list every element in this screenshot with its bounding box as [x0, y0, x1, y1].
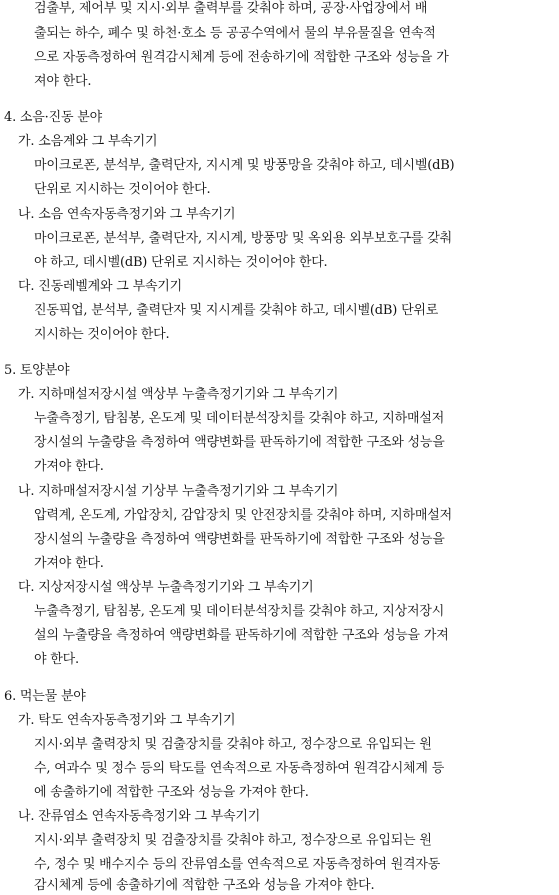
paragraph-line: 에 송출하기에 적합한 구조와 성능을 가져야 한다. [34, 785, 309, 800]
paragraph-line: 출되는 하수, 폐수 및 하천·호소 등 공공수역에서 물의 부유물질을 연속적 [34, 26, 436, 41]
subsection-heading: 가. 지하매설저장시설 액상부 누출측정기기와 그 부속기기 [18, 387, 339, 402]
paragraph-line: 검출부, 제어부 및 지시·외부 출력부를 갖춰야 하며, 공장·사업장에서 배 [34, 1, 428, 16]
paragraph-line: 져야 한다. [34, 74, 92, 89]
paragraph-line: 지시·외부 출력장치 및 검출장치를 갖춰야 하고, 정수장으로 유입되는 원 [34, 737, 432, 752]
paragraph-line: 마이크로폰, 분석부, 출력단자, 지시계 및 방풍망을 갖춰야 하고, 데시벨(dB) [34, 158, 455, 173]
section-heading: 6. 먹는물 분야 [4, 689, 86, 704]
subsection-heading: 다. 진동레벨계와 그 부속기기 [18, 279, 183, 294]
subsection-heading: 나. 소음 연속자동측정기와 그 부속기기 [18, 207, 236, 222]
paragraph-line: 수, 정수 및 배수지수 등의 잔류염소를 연속적으로 자동측정하여 원격자동 [34, 857, 441, 872]
paragraph-line: 단위로 지시하는 것이어야 한다. [34, 182, 211, 197]
subsection-heading: 가. 소음계와 그 부속기기 [18, 134, 158, 149]
paragraph-line: 마이크로폰, 분석부, 출력단자, 지시계, 방풍망 및 옥외용 외부보호구를 갖춰 [34, 231, 452, 246]
paragraph-line: 압력계, 온도계, 가압장치, 감압장치 및 안전장치를 갖춰야 하며, 지하매설저 [34, 508, 452, 523]
paragraph-line: 으로 자동측정하여 원격감시체계 등에 전송하기에 적합한 구조와 성능을 가 [34, 50, 449, 65]
paragraph-line: 장시설의 누출량을 측정하여 액량변화를 판독하기에 적합한 구조와 성능을 [34, 532, 445, 547]
paragraph-line: 야 한다. [34, 652, 79, 667]
paragraph-line: 진동픽업, 분석부, 출력단자 및 지시계를 갖춰야 하고, 데시벨(dB) 단위로 [34, 303, 439, 318]
paragraph-line: 지시하는 것이어야 한다. [34, 327, 170, 342]
paragraph-line: 지시·외부 출력장치 및 검출장치를 갖춰야 하고, 정수장으로 유입되는 원 [34, 833, 432, 848]
subsection-heading: 다. 지상저장시설 액상부 누출측정기기와 그 부속기기 [18, 580, 314, 595]
paragraph-line: 가져야 한다. [34, 459, 104, 474]
paragraph-line: 감시체계 등에 송출하기에 적합한 구조와 성능을 가져야 한다. [34, 878, 375, 893]
paragraph-line: 장시설의 누출량을 측정하여 액량변화를 판독하기에 적합한 구조와 성능을 [34, 435, 445, 450]
subsection-heading: 나. 잔류염소 연속자동측정기와 그 부속기기 [18, 809, 261, 824]
section-heading: 4. 소음·진동 분야 [4, 110, 102, 125]
paragraph-line: 수, 여과수 및 정수 등의 탁도를 연속적으로 자동측정하여 원격감시체계 등 [34, 761, 445, 776]
subsection-heading: 가. 탁도 연속자동측정기와 그 부속기기 [18, 713, 236, 728]
paragraph-line: 누출측정기, 탐침봉, 온도계 및 데이터분석장치를 갖춰야 하고, 지하매설저 [34, 411, 445, 426]
paragraph-line: 가져야 한다. [34, 556, 104, 571]
paragraph-line: 누출측정기, 탐침봉, 온도계 및 데이터분석장치를 갖춰야 하고, 지상저장시 [34, 604, 445, 619]
paragraph-line: 야 하고, 데시벨(dB) 단위로 지시하는 것이어야 한다. [34, 255, 328, 270]
paragraph-line: 설의 누출량을 측정하여 액량변화를 판독하기에 적합한 구조와 성능을 가져 [34, 628, 449, 643]
subsection-heading: 나. 지하매설저장시설 기상부 누출측정기기와 그 부속기기 [18, 484, 339, 499]
section-heading: 5. 토양분야 [4, 363, 70, 378]
